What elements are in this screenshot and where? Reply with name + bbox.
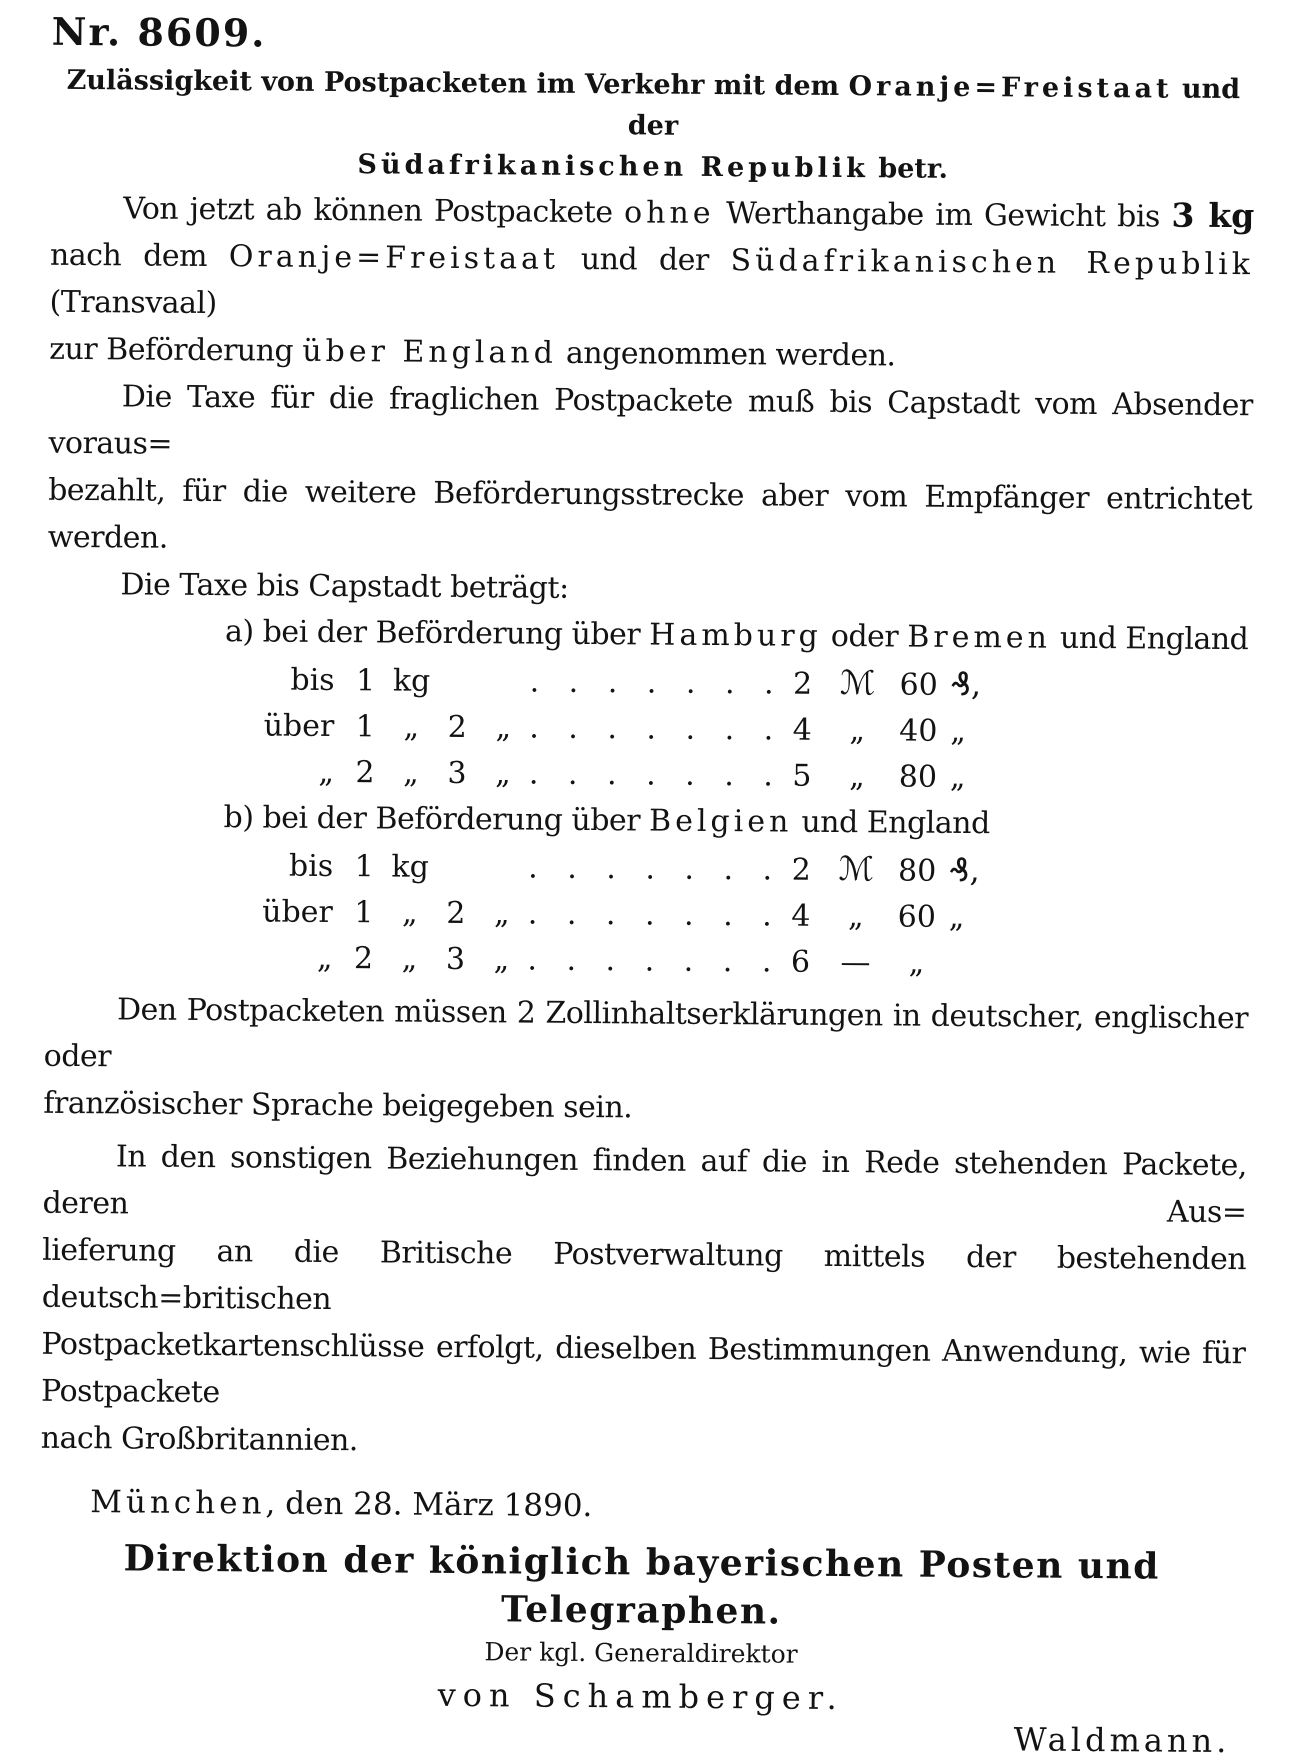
leader-dots: . . . . . . . [526,660,776,708]
weight-ditto: „ [386,936,432,982]
text-segment: Werthangabe im Gewicht bis [726,196,1160,234]
taxe-line-2: bezahlt, für die weitere Beförderungsstrecke aber vom Empfänger entrichtet werden. [48,467,1253,570]
signer-name: von Schamberger. [39,1670,1243,1723]
issuing-authority: Direktion der königlich bayerischen Posten und Telegraphen. [39,1534,1244,1639]
dateline-date: , den 28. März 1890. [265,1486,592,1525]
other-line-1: In den sonstigen Beziehungen finden auf die in Rede stehenden Packete, deren Aus= [42,1133,1247,1236]
doc-number: Nr. 8609. [52,8,1256,65]
customs-paragraph [43,986,1248,1136]
pfennig-sign: ₰, [949,847,1009,893]
title-emphasis-republik: Südafrikanischen Republik [357,149,869,184]
weight-prefix: bis [224,657,342,704]
rate-header-b [45,794,1249,849]
intro-paragraph [49,183,1254,382]
weight-prefix: über [223,889,341,936]
pfennig-ditto: „ [949,895,1009,941]
leader-dots: . . . . . . . [524,938,774,986]
signer-role: Der kgl. Generaldirektor [39,1632,1243,1675]
pfennig-amount: 80 [885,848,949,895]
emphasis-ohne: ohne [624,195,715,231]
mark-amount: 6 [774,939,826,985]
other-line-2: lieferung an die Britische Postverwaltung mittels der bestehenden deutsch=britischen [42,1227,1247,1330]
leader-dots: . . . . . . . [526,706,776,754]
mark-amount: 4 [776,707,828,753]
text-segment: und der [581,242,709,278]
leader-dots: . . . . . . . [525,846,775,894]
pfennig-ditto: „ [950,709,1010,755]
weight-from: 1 [342,658,388,704]
mark-sign: ℳ [828,660,886,706]
weight-from: 2 [342,750,388,796]
weight-from: 1 [342,704,388,750]
weight-ditto: „ [479,891,525,937]
taxe-line-1: Die Taxe für die fraglichen Postpackete muß bis Capstadt vom Absender voraus= [48,373,1253,476]
mark-sign: ℳ [827,846,885,892]
weight-ditto: „ [480,705,526,751]
pfennig-amount: 60 [886,662,950,709]
text-segment: bei der Beförderung über [263,614,641,652]
weight-unit: kg [387,844,433,890]
weight-ditto: „ [388,704,434,750]
dateline [40,1478,1244,1535]
mark-ditto: „ [828,708,886,754]
leader-dots: . . . . . . . [526,752,776,800]
dateline-place: München [90,1484,266,1521]
weight-ditto: „ [478,937,524,983]
taxe-heading: Die Taxe bis Capstadt beträgt: [47,561,1251,617]
weight-to: 2 [433,891,479,937]
weight-to: 3 [432,937,478,983]
emphasis-belgien: Belgien [649,803,793,839]
countersignature: Waldmann. [38,1710,1242,1763]
weight-ditto: „ [388,750,434,796]
taxe-paragraph [48,373,1253,570]
mark-dash: — [826,940,884,986]
section-label: b) [223,800,253,835]
weight-ditto: „ [387,890,433,936]
customs-line-2: französischer Sprache beigegeben sein. [43,1080,1247,1136]
mark-amount: 4 [775,893,827,939]
pfennig-amount: 40 [886,708,950,755]
rate-row [44,934,1248,989]
text-segment: oder [831,619,899,655]
rate-header-a [47,608,1251,663]
text-segment: zur Beförderung [49,332,293,369]
pfennig-ditto: „ [884,940,948,987]
weight-prefix: bis [223,843,341,890]
weight-to: 3 [434,751,480,797]
text-segment: Von jetzt ab können Postpackete [123,191,612,230]
subject-title-line-1 [51,60,1256,151]
mark-amount: 5 [776,753,828,799]
emphasis-republik: Südafrikanischen Republik [730,243,1254,282]
weight-ditto: „ [224,749,342,796]
weight-prefix: über [224,703,342,750]
weight-ditto: „ [480,751,526,797]
pfennig-sign: ₰, [950,661,1010,707]
text-segment: und England [801,805,990,841]
subject-title [51,60,1256,192]
text-segment: angenommen werden. [566,336,896,374]
weight-ditto: „ [222,935,340,982]
mark-amount: 2 [775,847,827,893]
weight-from: 1 [341,844,387,890]
rate-section-a [46,608,1251,803]
section-label: a) [225,614,254,649]
text-segment: bei der Beförderung über [262,800,640,838]
other-line-3: Postpacketkartenschlüsse erfolgt, dieselben Bestimmungen Anwendung, wie für Postpackete [41,1321,1246,1424]
mark-ditto: „ [828,754,886,800]
weight-to: 2 [434,705,480,751]
text-segment: (Transvaal) [49,285,216,321]
other-provisions-paragraph [41,1133,1248,1471]
emphasis-hamburg: Hamburg [649,617,822,653]
emphasis-bremen: Bremen [907,620,1051,656]
title-text: Zulässigkeit von Postpacketen im Verkehr mit dem [67,65,840,102]
emphasis-england: über England [302,334,557,371]
weight-unit: kg [388,658,434,704]
leader-dots: . . . . . . . [525,892,775,940]
weight-from: 2 [340,936,386,982]
other-line-4: nach Großbritannien. [41,1415,1245,1471]
weight-limit-bold: 3 kg [1171,196,1254,236]
pfennig-amount: 60 [885,894,949,941]
title-text: und der [628,74,1240,142]
mark-amount: 2 [776,661,828,707]
customs-line-1: Den Postpacketen müssen 2 Zollinhaltserklärungen in deutscher, englischer oder [44,986,1249,1089]
title-text: betr. [878,153,948,185]
weight-from: 1 [341,890,387,936]
mark-ditto: „ [827,894,885,940]
rate-section-b [44,794,1249,989]
text-segment: und England [1060,621,1249,657]
pfennig-ditto: „ [950,755,1010,801]
emphasis-oranje: Oranje=Freistaat [229,239,559,277]
text-segment: nach dem [50,238,207,274]
title-emphasis-oranje: Oranje=Freistaat [848,71,1172,105]
pfennig-amount: 80 [886,754,950,801]
intro-line-2 [49,232,1254,335]
